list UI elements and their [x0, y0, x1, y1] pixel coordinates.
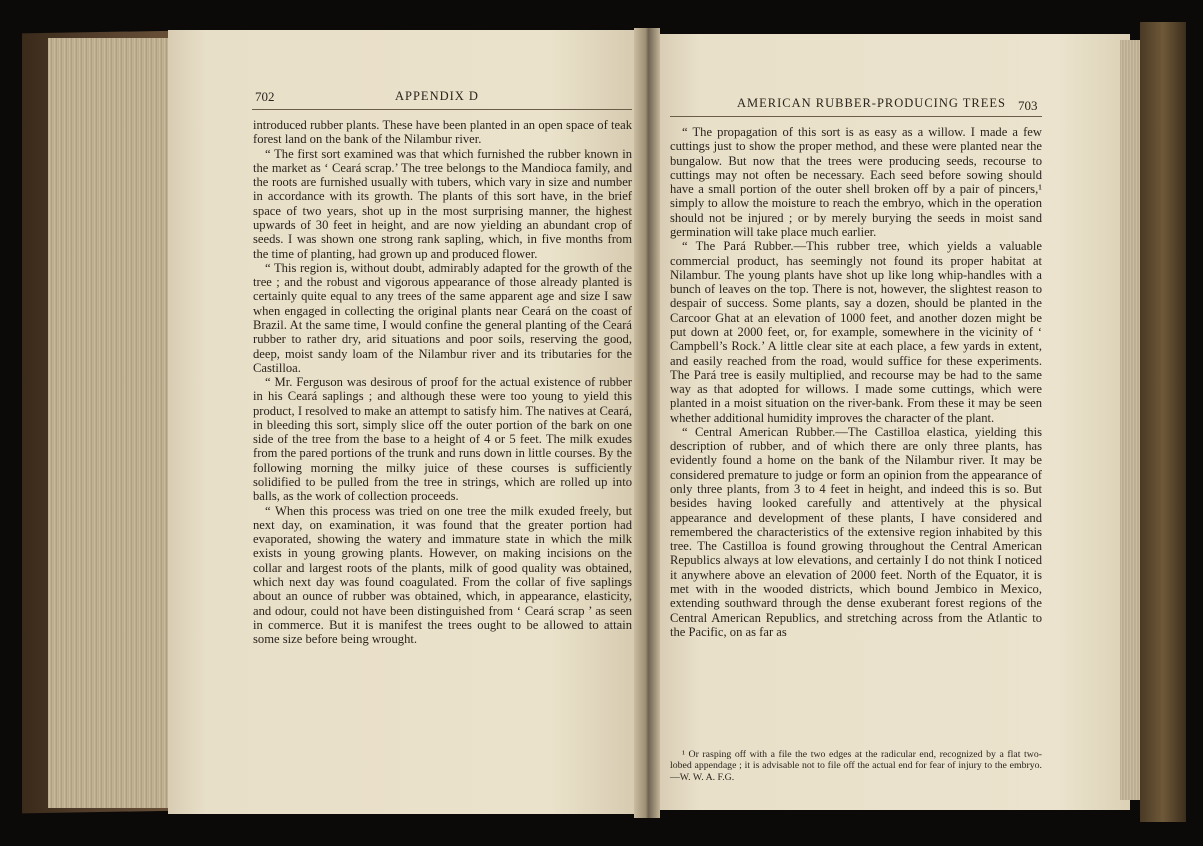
right-running-header: AMERICAN RUBBER-PRODUCING TREES: [737, 96, 1006, 110]
paragraph: “ When this process was tried on one tree the milk exuded freely, but next day, on examination, it was found that the greater portion had evaporated, showing the watery and immature state in which the milk exists in young growing plants. However, on making incisions on the collar and largest roots of the plants, milk of good quality was obtained, which next day was found coagulated. From the collar of five saplings about an ounce of rubber was obtained, which, in appearance, elasticity, and odour, could not have been distinguished from ‘ Ceará scrap ’ as seen in commerce. But it is manifest the trees ought to be allowed to attain some size before being wrought.: [253, 503, 632, 647]
left-running-header: APPENDIX D: [395, 89, 479, 103]
book-gutter: [634, 28, 660, 818]
paragraph: “ Central American Rubber.—The Castilloa elastica, yielding this description of rubber, and of which there are only three plants, has evidently found a home on the bank of the Nilambur river. It may be considered premature to judge or form an opinion from the appearance of only three plants, from 3 to 4 feet in height, and indeed this is so. But besides having looked carefully and attentively at the physical appearance and development of these plants, I have considered and remembered the characteristics of the extensive region inhabited by this tree. The Castilloa is found growing throughout the Central American Republics always at low elevations, and certainly I do not think I noticed it anywhere above an elevation of 2000 feet. North of the Equator, it is met with in the wooded districts, which bound Jembico in Mexico, extending southward through the dense exuberant forest regions of the Central American Republics, and stretching across from the Atlantic to the Pacific, on as far as: [670, 424, 1042, 639]
paragraph: “ The first sort examined was that which furnished the rubber known in the market as ‘ Ceará scrap.’ The tree belongs to the Mandioca family, and the roots are furnished usually with tubers, which vary in size and number in accordance with its growth. The plants of this sort have, in the brief space of two years, shot up in the most surprising manner, the highest upwards of 30 feet in height, and are now yielding an abundant crop of seeds. I was shown one strong rank sapling, which, in five months from the time of planting, had grown up and produced flower.: [253, 146, 632, 261]
paragraph: “ The Pará Rubber.—This rubber tree, which yields a valuable commercial product, has seemingly not found its proper habitat at Nilambur. The young plants have shot up like long whip-handles with a bunch of leaves on the top. There is not, however, the slightest reason to despair of success. Some plants, say a dozen, should be planted in the Carcoor Ghat at an elevation of 1000 feet, and another dozen might be put down at 2000 feet, or, for example, somewhere in the vicinity of ‘ Campbell’s Rock.’ A little clear site at each place, a few yards in extent, and easily reached from the road, would suffice for these experiments. The Pará tree is easily multiplied, and recourse may be had to the same way as that adopted for willows. I made some cuttings, which were planted in a moist situation on the river-bank. From these it may be seen whether additional humidity improves the character of the plant.: [670, 239, 1042, 425]
right-page-body: [670, 125, 1042, 639]
left-header-rule: [252, 109, 632, 110]
book-cover-right: [1140, 22, 1186, 822]
page-edges-left: [48, 38, 173, 808]
footnote-text: ¹ Or rasping off with a file the two edges at the radicular end, recognized by a flat two-lobed appendage ; it is advisable not to file off the actual end for fear of injury to the embryo.—W. W. A. F.G.: [670, 749, 1042, 783]
right-header-rule: [670, 116, 1042, 117]
footnote: [670, 749, 1042, 783]
paragraph: “ This region is, without doubt, admirably adapted for the growth of the tree ; and the robust and vigorous appearance of those already planted is certainly quite equal to any trees of the same apparent age and size I saw when engaged in collecting the original plants near Ceará on the coast of Brazil. At the same time, I would confine the general planting of the Ceará rubber to rather dry, arid situations and poor soils, reserving the good, deep, moist sandy loam of the Nilambur river and its tributaries for the Castilloa.: [253, 260, 632, 375]
left-page-body: [253, 118, 632, 646]
paragraph: introduced rubber plants. These have been planted in an open space of teak forest land on the bank of the Nilambur river.: [253, 118, 632, 147]
right-page-number: 703: [1018, 98, 1038, 113]
paragraph: “ The propagation of this sort is as easy as a willow. I made a few cuttings just to show the proper method, and these were planted near the bungalow. But now that the trees were producing seeds, recourse to cuttings may not often be necessary. Each seed before sowing should have a small portion of the outer shell broken off by a pair of pincers,¹ simply to allow the moisture to reach the embryo, which in the operation should not be injured ; or by merely burying the seeds in moist sand germination will take place much earlier.: [670, 125, 1042, 239]
left-page-number: 702: [255, 89, 275, 104]
paragraph: “ Mr. Ferguson was desirous of proof for the actual existence of rubber in his Ceará saplings ; and although these were too young to yield this product, I resolved to make an attempt to satisfy him. The natives at Ceará, in bleeding this sort, simply slice off the outer portion of the bark on one side of the tree from the base to a height of 4 or 5 feet. The milk exudes from the pared portions of the trunk and runs down in little courses. By the following morning the milky juice of these courses is sufficiently solidified to be pulled from the tree in strings, which are rolled up into balls, as the work of collection proceeds.: [253, 375, 632, 504]
